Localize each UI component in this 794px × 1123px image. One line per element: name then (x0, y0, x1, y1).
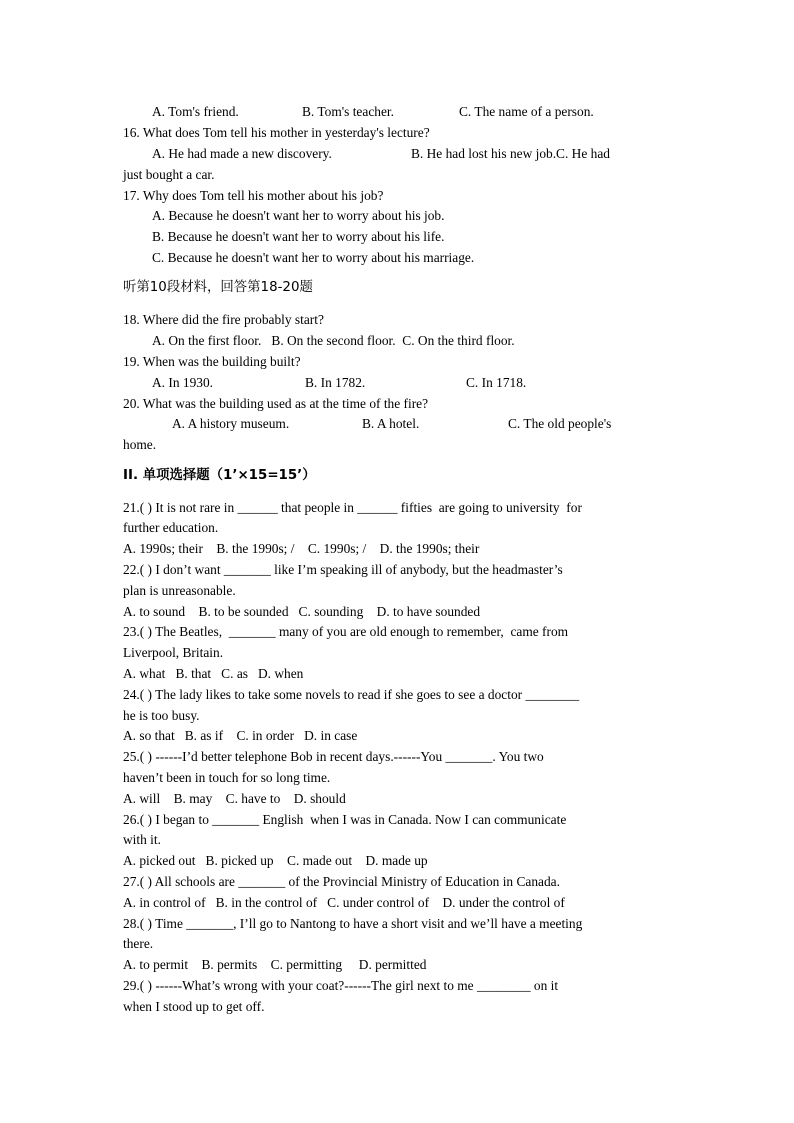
q15-option-a: A. Tom's friend. (152, 104, 239, 119)
p2-line: A. will B. may C. have to D. should (123, 791, 346, 806)
p2-line: A. 1990s; their B. the 1990s; / C. 1990s; / D. the 1990s; their (123, 541, 480, 556)
q16-stem: 16. What does Tom tell his mother in yesterday's lecture? (123, 125, 430, 140)
p2-line: A. to permit B. permits C. permitting D. permitted (123, 957, 427, 972)
q15-option-c: C. The name of a person. (459, 104, 594, 119)
section-10-heading: 听第10段材料，回答第18-20题 (123, 280, 313, 295)
q17-stem: 17. Why does Tom tell his mother about his job? (123, 188, 384, 203)
p2-line: he is too busy. (123, 708, 200, 723)
q20-option-c-cont: home. (123, 437, 157, 452)
q16-option-a: A. He had made a new discovery. (152, 146, 332, 161)
p2-line: plan is unreasonable. (123, 583, 236, 598)
q17-option-b: B. Because he doesn't want her to worry about his life. (152, 229, 445, 244)
q20-stem: 20. What was the building used as at the time of the fire? (123, 396, 429, 411)
p2-line: when I stood up to get off. (123, 999, 265, 1014)
p2-line: 29.( ) ------What’s wrong with your coat?------The girl next to me ________ on it (123, 978, 559, 993)
p2-line: A. so that B. as if C. in order D. in case (123, 728, 358, 743)
q19-options (152, 373, 697, 394)
q19-option-c: C. In 1718. (466, 375, 527, 390)
p2-line: Liverpool, Britain. (123, 645, 224, 660)
q19-option-a: A. In 1930. (152, 375, 213, 390)
q19-stem: 19. When was the building built? (123, 354, 301, 369)
q17-option-a: A. Because he doesn't want her to worry about his job. (152, 208, 445, 223)
p2-line: 21.( ) It is not rare in ______ that people in ______ fifties are going to university for (123, 500, 582, 515)
q16-options-line2: just bought a car. (123, 167, 215, 182)
p2-line: 25.( ) ------I’d better telephone Bob in recent days.------You _______. You two (123, 749, 544, 764)
p2-line: 22.( ) I don’t want _______ like I’m speaking ill of anybody, but the headmaster’s (123, 562, 563, 577)
q18-options: A. On the first floor. B. On the second floor. C. On the third floor. (152, 333, 515, 348)
p2-line: 23.( ) The Beatles, _______ many of you are old enough to remember, came from (123, 624, 569, 639)
q16-options-line1 (152, 144, 697, 165)
p2-line: A. in control of B. in the control of C. under control of D. under the control of (123, 895, 565, 910)
q18-stem: 18. Where did the fire probably start? (123, 312, 324, 327)
q20-options (172, 414, 717, 435)
q19-option-b: B. In 1782. (305, 375, 366, 390)
p2-line: 26.( ) I began to _______ English when I was in Canada. Now I can communicate (123, 812, 567, 827)
p2-line: A. what B. that C. as D. when (123, 666, 304, 681)
p2-line: 24.( ) The lady likes to take some novels to read if she goes to see a doctor ________ (123, 687, 580, 702)
q15-options (152, 102, 697, 123)
q20-option-b: B. A hotel. (362, 416, 420, 431)
p2-line: haven’t been in touch for so long time. (123, 770, 331, 785)
p2-line: 27.( ) All schools are _______ of the Provincial Ministry of Education in Canada. (123, 874, 560, 889)
p2-line: with it. (123, 832, 161, 847)
q15-option-b: B. Tom's teacher. (302, 104, 394, 119)
p2-line: there. (123, 936, 154, 951)
part2-heading: II. 单项选择题（1’×15=15’） (123, 468, 316, 483)
q20-option-a: A. A history museum. (172, 416, 290, 431)
p2-line: A. to sound B. to be sounded C. sounding D. to have sounded (123, 604, 481, 619)
p2-line: further education. (123, 520, 219, 535)
p2-line: A. picked out B. picked up C. made out D. made up (123, 853, 428, 868)
q16-option-bc: B. He had lost his new job.C. He had (411, 146, 610, 161)
q17-option-c: C. Because he doesn't want her to worry about his marriage. (152, 250, 475, 265)
q20-option-c: C. The old people's (508, 416, 612, 431)
p2-line: 28.( ) Time _______, I’ll go to Nantong to have a short visit and we’ll have a meeting (123, 916, 583, 931)
